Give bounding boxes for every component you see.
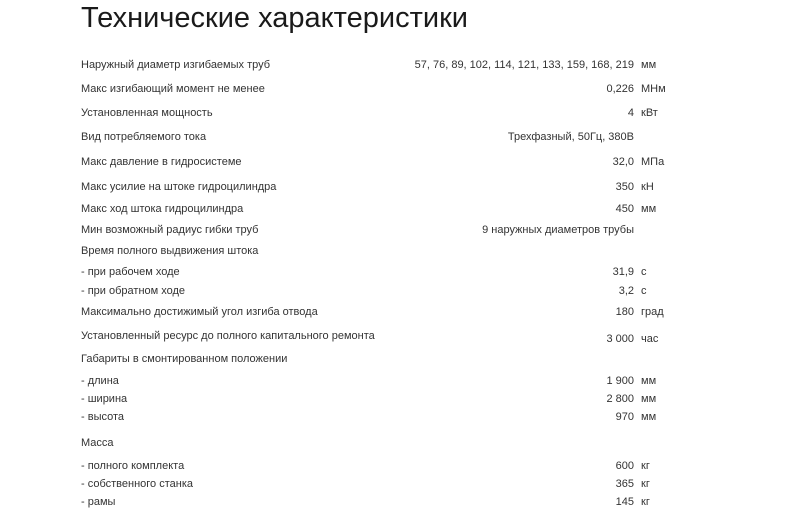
- spec-value: 3,2: [618, 285, 634, 297]
- spec-label: - длина: [81, 375, 119, 387]
- spec-value: 450: [615, 203, 634, 215]
- spec-unit: мм: [641, 375, 657, 387]
- spec-label: - полного комплекта: [81, 460, 185, 472]
- spec-row-current-type: [0, 128, 800, 146]
- spec-unit: кг: [641, 496, 650, 508]
- spec-value: Трехфазный, 50Гц, 380В: [507, 131, 634, 143]
- spec-value: 32,0: [612, 156, 634, 168]
- spec-unit: мм: [641, 59, 657, 71]
- spec-value: 350: [615, 181, 634, 193]
- spec-value: 57, 76, 89, 102, 114, 121, 133, 159, 168, 219: [414, 59, 634, 71]
- spec-label: - рамы: [81, 496, 116, 508]
- spec-row-bend-angle: [0, 303, 800, 321]
- spec-unit: мм: [641, 203, 657, 215]
- spec-label: Наружный диаметр изгибаемых труб: [81, 59, 271, 71]
- page-title: Технические характеристики: [81, 2, 468, 34]
- spec-label: Установленная мощность: [81, 107, 213, 119]
- spec-unit: час: [641, 333, 659, 345]
- spec-row-outer-diameter: [0, 56, 800, 74]
- spec-row-working-stroke: [0, 263, 800, 281]
- spec-label: - при обратном ходе: [81, 285, 186, 297]
- spec-label: Масса: [81, 437, 114, 449]
- spec-value: 1 900: [606, 375, 634, 387]
- spec-row-height: [0, 408, 800, 426]
- spec-row-bending-moment: [0, 80, 800, 98]
- spec-unit: кг: [641, 478, 650, 490]
- spec-row-rod-stroke: [0, 200, 800, 218]
- spec-unit: с: [641, 266, 647, 278]
- spec-value: 0,226: [606, 83, 634, 95]
- spec-label: Время полного выдвижения штока: [81, 245, 259, 257]
- spec-unit: град: [641, 306, 664, 318]
- spec-label: Макс изгибающий момент не менее: [81, 83, 265, 95]
- spec-value: 2 800: [606, 393, 634, 405]
- spec-row-service-life-value: [0, 330, 800, 348]
- spec-row-dimensions-header: [0, 350, 800, 368]
- spec-row-mass-complete: [0, 457, 800, 475]
- spec-row-hydraulic-pressure: [0, 153, 800, 171]
- spec-label: - при рабочем ходе: [81, 266, 180, 278]
- spec-row-return-stroke: [0, 282, 800, 300]
- spec-unit: с: [641, 285, 647, 297]
- spec-label: Габариты в смонтированном положении: [81, 353, 288, 365]
- spec-row-width: [0, 390, 800, 408]
- spec-label: Макс давление в гидросистеме: [81, 156, 242, 168]
- spec-value: 600: [615, 460, 634, 472]
- spec-unit: мм: [641, 411, 657, 423]
- spec-row-mass-header: [0, 434, 800, 452]
- spec-label: Вид потребляемого тока: [81, 131, 207, 143]
- spec-value: 365: [615, 478, 634, 490]
- spec-label: - ширина: [81, 393, 128, 405]
- spec-row-length: [0, 372, 800, 390]
- spec-row-mass-frame: [0, 493, 800, 511]
- spec-value: 4: [627, 107, 634, 119]
- spec-label: - высота: [81, 411, 125, 423]
- spec-row-power: [0, 104, 800, 122]
- spec-value: 9 наружных диаметров трубы: [482, 224, 634, 236]
- spec-row-mass-machine: [0, 475, 800, 493]
- spec-unit: МПа: [641, 156, 665, 168]
- spec-label: Максимально достижимый угол изгиба отвода: [81, 306, 318, 318]
- spec-row-bend-radius: [0, 221, 800, 239]
- spec-unit: кВт: [641, 107, 658, 119]
- spec-value: 970: [615, 411, 634, 423]
- spec-value: 180: [615, 306, 634, 318]
- spec-label: - собственного станка: [81, 478, 194, 490]
- spec-label: Макс усилие на штоке гидроцилиндра: [81, 181, 277, 193]
- spec-unit: кг: [641, 460, 650, 472]
- spec-label: Установленный ресурс до полного капитального ремонта: [81, 330, 375, 342]
- spec-unit: МНм: [641, 83, 666, 95]
- spec-label: Макс ход штока гидроцилиндра: [81, 203, 244, 215]
- spec-row-extension-time-header: [0, 242, 800, 260]
- spec-unit: мм: [641, 393, 657, 405]
- spec-value: 145: [615, 496, 634, 508]
- spec-value: 31,9: [612, 266, 634, 278]
- spec-value: 3 000: [606, 333, 634, 345]
- spec-unit: кН: [641, 181, 654, 193]
- spec-row-rod-force: [0, 178, 800, 196]
- spec-label: Мин возможный радиус гибки труб: [81, 224, 259, 236]
